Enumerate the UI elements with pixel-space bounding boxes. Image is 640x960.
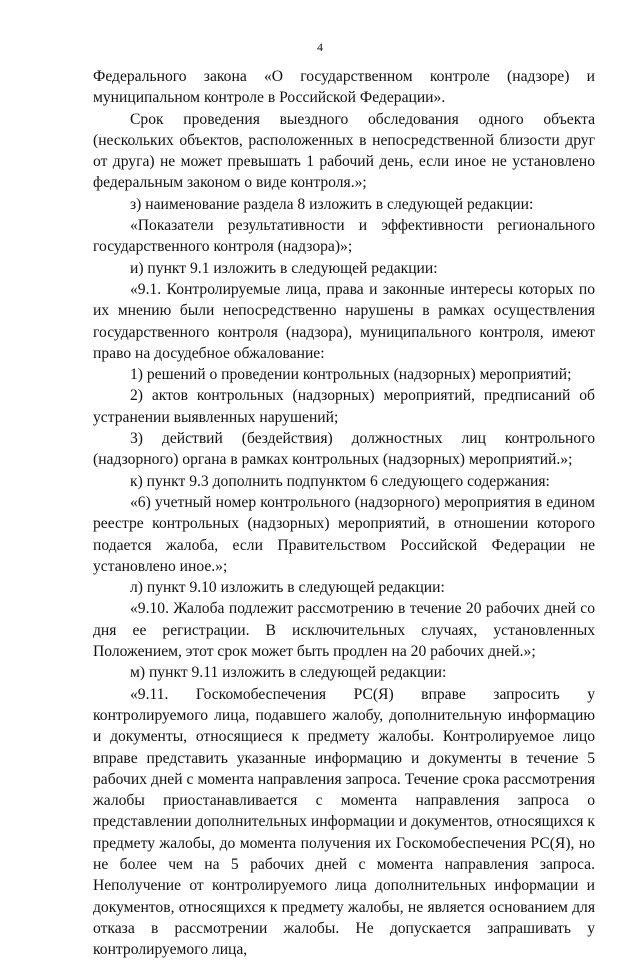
paragraph: м) пункт 9.11 изложить в следующей редакции: bbox=[130, 664, 447, 682]
paragraph: Федерального закона «О государственном контроле (надзоре) и муниципальном контроле в Российской Федерации». bbox=[93, 68, 595, 107]
paragraph: «9.1. Контролируемые лица, права и законные интересы которых по их мнению были непосредственно нарушены в рамках осуществления государственного контроля (надзора), муниципального контроля, имеют право на досудебное обжалование: bbox=[93, 280, 595, 362]
paragraph: к) пункт 9.3 дополнить подпунктом 6 следующего содержания: bbox=[130, 472, 550, 490]
paragraph: 1) решений о проведении контрольных (надзорных) мероприятий; bbox=[130, 366, 572, 384]
document-body bbox=[93, 66, 595, 960]
page-number: 4 bbox=[317, 40, 323, 54]
paragraph: 3) действий (бездействия) должностных лиц контрольного (надзорного) органа в рамках контрольных (надзорных) мероприятий.»; bbox=[93, 430, 595, 469]
paragraph: 2) актов контрольных (надзорных) мероприятий, предписаний об устранении выявленных нарушений; bbox=[93, 387, 595, 426]
paragraph: «6) учетный номер контрольного (надзорного) мероприятия в едином реестре контрольных (надзорных) мероприятий, в отношении которого подается жалоба, если Правительством Российской Федерации не установлено иное.»; bbox=[93, 493, 595, 575]
paragraph: и) пункт 9.1 изложить в следующей редакции: bbox=[130, 259, 438, 277]
paragraph: з) наименование раздела 8 изложить в следующей редакции: bbox=[130, 195, 534, 213]
paragraph: «9.11. Госкомобеспечения РС(Я) вправе запросить у контролируемого лица, подавшего жалобу, дополнительную информацию и документы, относящиеся к предмету жалобы. Контролируемое лицо вправе представить указанные информацию и документы в течение 5 рабочих дней с момента направления запроса. Течение срока рассмотрения жалобы приостанавливается с момента направления запроса о представлении дополнительных информации и документов, относящихся к предмету жалобы, до момента получения их Госкомобеспечения РС(Я), но не более чем на 5 рабочих дней с момента направления запроса. Неполучение от контролируемого лица дополнительных информации и документов, относящихся к предмету жалобы, не является основанием для отказа в рассмотрении жалобы. Не допускается запрашивать у контролируемого лица, bbox=[93, 685, 595, 959]
paragraph: Срок проведения выездного обследования одного объекта (нескольких объектов, расположенных в непосредственной близости друг от друга) не может превышать 1 рабочий день, если иное не установлено федеральным законом о виде контроля.»; bbox=[93, 110, 595, 192]
paragraph: «9.10. Жалоба подлежит рассмотрению в течение 20 рабочих дней со дня ее регистрации. В исключительных случаях, установленных Положением, этот срок может быть продлен на 20 рабочих дней.»; bbox=[93, 600, 595, 661]
paragraph: л) пункт 9.10 изложить в следующей редакции: bbox=[130, 579, 445, 597]
paragraph: «Показатели результативности и эффективности регионального государственного контроля (надзора)»; bbox=[93, 217, 595, 256]
